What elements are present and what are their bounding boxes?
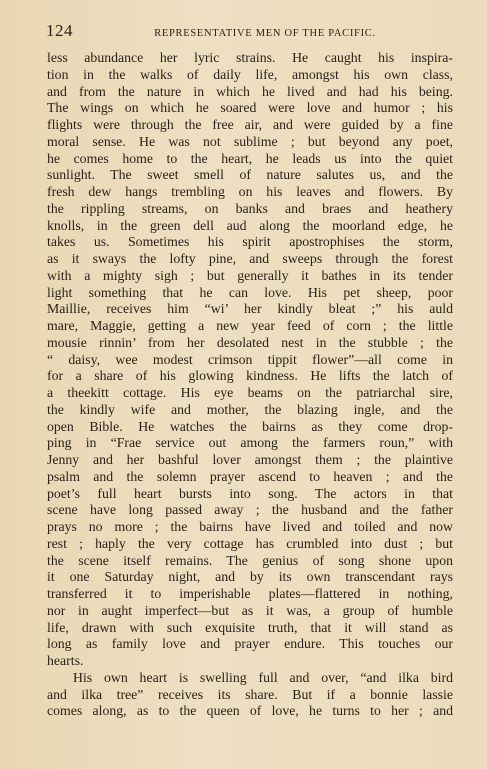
- text-line: Maillie, receives him “wi’ her kindly bleat ;” his auld: [47, 301, 453, 317]
- text-line: the rippling streams, on banks and braes and heathery: [47, 200, 453, 216]
- text-line: His own heart is swelling full and over, “and ilka bird: [73, 669, 453, 685]
- text-line: nor in aught imperfect—but as it was, a group of humble: [47, 602, 453, 618]
- text-line: it one Saturday night, and by its own transcendant rays: [47, 569, 453, 585]
- text-line: hearts.: [47, 653, 84, 668]
- text-line: ping in “Frae service out among the farmers roun,” with: [47, 435, 453, 451]
- text-line: the kindly wife and mother, the blazing ingle, and the: [47, 401, 453, 417]
- text-line: comes along, as to the queen of love, he turns to her ; and: [47, 703, 453, 719]
- text-line: long as family love and prayer endure. This touches our: [47, 636, 453, 652]
- text-line: a theekitt cottage. His eye beams on the patriarchal sire,: [47, 385, 453, 400]
- text-line: less abundance her lyric strains. He caught his inspira-: [47, 50, 453, 65]
- text-line: as it sways the lofty pine, and sweeps through the forest: [47, 251, 453, 266]
- text-line: sunlight. The sweet smell of nature salutes us, and the: [47, 167, 453, 183]
- text-line: “ daisy, wee modest crimson tippit flower”—all come in: [47, 351, 453, 367]
- text-line: rest ; haply the very cottage has crumbled into dust ; but: [47, 535, 453, 551]
- running-head: REPRESENTATIVE MEN OF THE PACIFIC.: [154, 28, 376, 39]
- text-line: the scene itself remains. The genius of song shone upon: [47, 552, 453, 568]
- text-line: The wings on which he soared were love and humor ; his: [47, 100, 453, 116]
- text-line: fresh dew hangs trembling on his leaves and flowers. By: [47, 184, 453, 199]
- text-line: poet’s full heart bursts into song. The actors in that: [47, 485, 453, 501]
- text-line: takes us. Sometimes his spirit apostrophises the storm,: [47, 234, 453, 250]
- text-line: and ilka tree” receives its share. But if a bonnie lassie: [47, 686, 453, 702]
- text-line: with a mighty sigh ; but generally it bathes in its tender: [47, 267, 453, 283]
- text-line: open Bible. He watches the bairns as they come drop-: [47, 418, 453, 434]
- text-line: prays no more ; the bairns have lived and toiled and now: [47, 519, 453, 534]
- text-line: and from the nature in which he lived and had his being.: [47, 83, 453, 99]
- text-line: scene have long passed away ; the husband and the father: [47, 502, 453, 518]
- text-line: transferred it to imperishable plates—flattered in nothing,: [47, 586, 453, 601]
- text-line: mare, Maggie, getting a new year feed of corn ; the little: [47, 318, 453, 333]
- text-line: flights were through the free air, and were guided by a fine: [47, 117, 453, 132]
- page-number: 124: [46, 21, 73, 40]
- text-line: Jenny and her bashful lover amongst them ; the plaintive: [47, 452, 453, 467]
- text-line: psalm and the solemn prayer ascend to heaven ; and the: [47, 468, 453, 484]
- text-line: he comes home to the heart, he leads us into the quiet: [47, 150, 453, 166]
- text-line: knolls, in the green dell aud along the moorland edge, he: [47, 217, 453, 233]
- page-body-text: [47, 50, 453, 720]
- text-line: moral sense. He was not sublime ; but beyond any poet,: [47, 133, 453, 149]
- text-line: for a share of his glowing kindness. He lifts the latch of: [47, 368, 453, 384]
- page-header: [46, 21, 451, 41]
- text-line: life, drawn with such exquisite truth, that it will stand as: [47, 619, 453, 635]
- text-line: light something that he can love. His pet sheep, poor: [47, 284, 453, 300]
- text-line: mousie rinnin’ from her desolated nest in the stubble ; the: [47, 334, 453, 350]
- text-line: tion in the walks of daily life, amongst his own class,: [47, 66, 453, 82]
